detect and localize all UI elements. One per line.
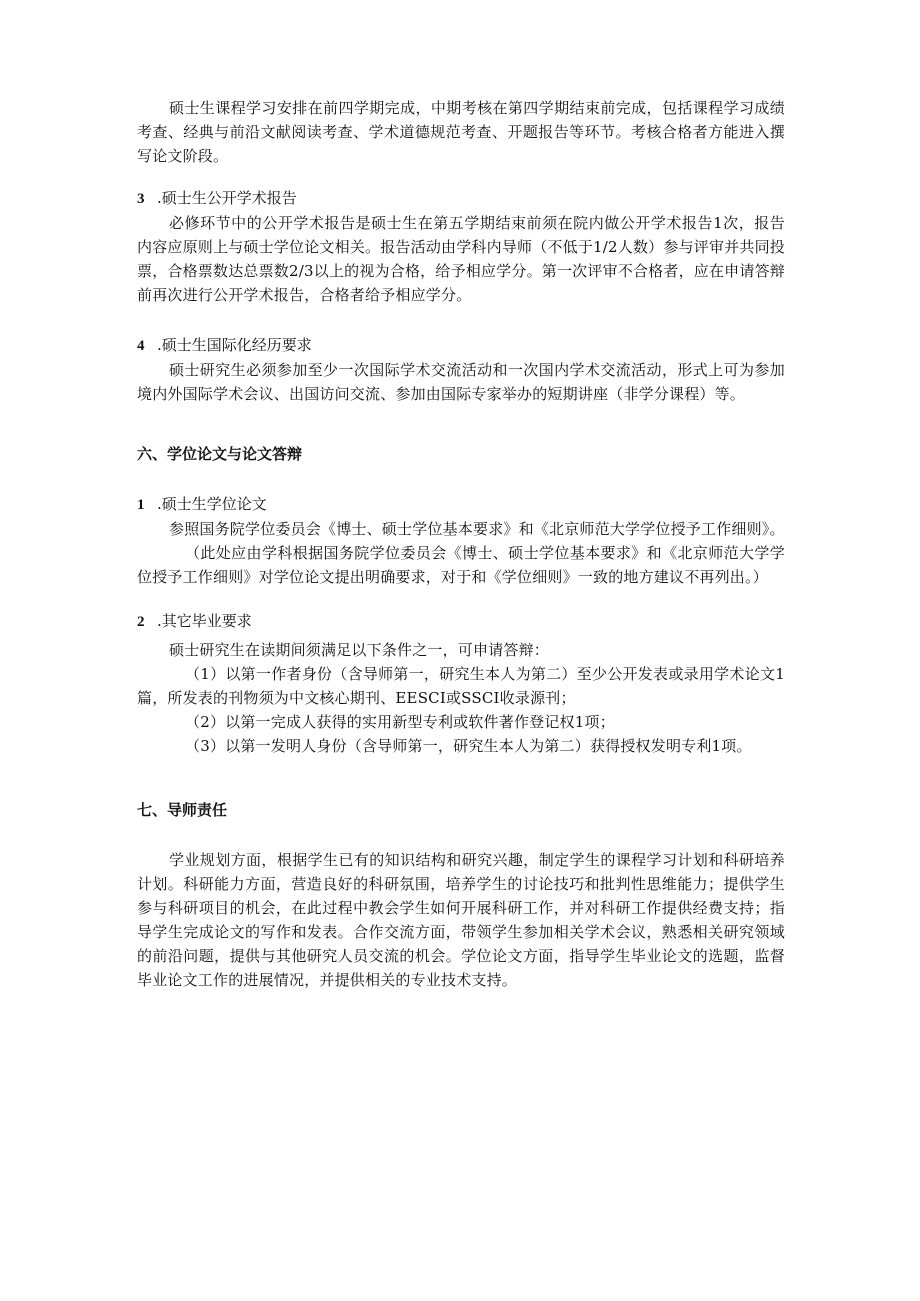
section-6-item-2-intro: 硕士研究生在读期间须满足以下条件之一，可申请答辩：	[169, 641, 550, 659]
section-6-item-2-number: 2	[137, 614, 145, 630]
item-4-heading	[137, 333, 785, 358]
section-6-item-1-note: （此处应由学科根据国务院学位委员会《博士、硕士学位基本要求》和《北京师范大学学位授予工作细则》对学位论文提出明确要求，对于和《学位细则》一致的地方建议不再列出。）	[137, 544, 785, 586]
item-4-number: 4	[137, 338, 145, 354]
section-7-body: 学业规划方面，根据学生已有的知识结构和研究兴趣，制定学生的课程学习计划和科研培养计划。科研能力方面，营造良好的科研氛围，培养学生的讨论技巧和批判性思维能力；提供学生参与科研项目的机会，在此过程中教会学生如何开展科研工作，并对科研工作提供经费支持；指导学生完成论文的写作和发表。合作交流方面，带领学生参加相关学术会议，熟悉相关研究领域的前沿问题，提供与其他研究人员交流的机会。学位论文方面，指导学生毕业论文的选题，监督毕业论文工作的进展情况，并提供相关的专业技术支持。	[137, 851, 785, 989]
section-6-item-1-title: .硕士生学位论文	[157, 495, 267, 513]
item-3-body: 必修环节中的公开学术报告是硕士生在第五学期结束前须在院内做公开学术报告1次，报告内容应原则上与硕士学位论文相关。报告活动由学科内导师（不低于1/2人数）参与评审并共同投票，合格票数达总票数2/3以上的视为合格，给予相应学分。第一次评审不合格者，应在申请答辩前再次进行公开学术报告，合格者给予相应学分。	[137, 214, 785, 304]
section-6-item-2-condition-3: （3）以第一发明人身份（含导师第一，研究生本人为第二）获得授权发明专利1项。	[185, 737, 752, 755]
section-6-item-1-heading	[137, 492, 785, 517]
document-page	[137, 96, 785, 992]
section-6-heading: 六、学位论文与论文答辩	[137, 445, 303, 463]
item-3-number: 3	[137, 191, 145, 207]
section-6-item-2-title: .其它毕业要求	[157, 612, 252, 630]
section-6-item-2-condition-2: （2）以第一完成人获得的实用新型专利或软件著作登记权1项；	[185, 713, 615, 731]
item-4-title: .硕士生国际化经历要求	[157, 336, 312, 354]
item-4-body: 硕士研究生必须参加至少一次国际学术交流活动和一次国内学术交流活动，形式上可为参加境内外国际学术会议、出国访问交流、参加由国际专家举办的短期讲座（非学分课程）等。	[137, 361, 785, 403]
section-6-item-2-heading	[137, 609, 785, 634]
section-6-item-1-number: 1	[137, 497, 145, 513]
item-3-heading	[137, 186, 785, 211]
item-3-title: .硕士生公开学术报告	[157, 189, 297, 207]
section-7-heading: 七、导师责任	[137, 801, 228, 819]
section-6-item-1-body: 参照国务院学位委员会《博士、硕士学位基本要求》和《北京师范大学学位授予工作细则》。	[169, 520, 785, 538]
section-6-item-2-condition-1: （1）以第一作者身份（含导师第一，研究生本人为第二）至少公开发表或录用学术论文1篇，所发表的刊物须为中文核心期刊、EESCI或SSCI收录源刊；	[137, 665, 785, 707]
course-schedule-paragraph: 硕士生课程学习安排在前四学期完成，中期考核在第四学期结束前完成，包括课程学习成绩考查、经典与前沿文献阅读考查、学术道德规范考查、开题报告等环节。考核合格者方能进入撰写论文阶段。	[137, 99, 785, 165]
